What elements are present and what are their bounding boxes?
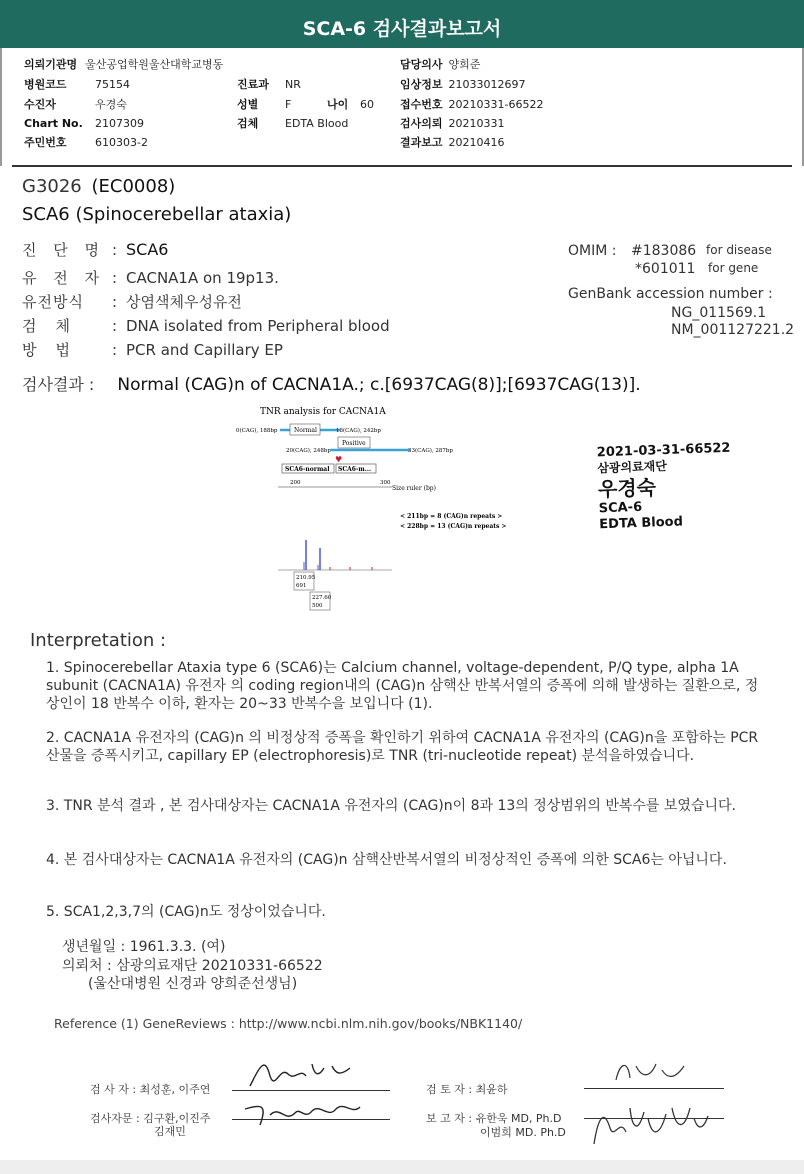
test-code-line	[22, 176, 175, 197]
peak1-height: 691	[296, 583, 307, 589]
detail-value: CACNA1A on 19p13.	[126, 269, 279, 287]
detail-diagnosis: 진 단 명 : SCA6	[22, 240, 169, 259]
stamp-line-5: EDTA Blood	[599, 513, 684, 532]
omim-gene-note: for gene	[708, 261, 759, 275]
hospital-code-label: 병원코드	[24, 78, 67, 91]
patient-value: 우경숙	[95, 98, 127, 111]
omim-disease-note: for disease	[706, 243, 772, 257]
resident-value: 610303-2	[95, 136, 148, 149]
normal-range-end: 18(CAG), 242bp	[336, 428, 381, 434]
repeat-note-2: < 228bp = 13 (CAG)n repeats >	[400, 523, 507, 530]
stamp-line-4: SCA-6	[598, 499, 643, 517]
omim-disease-id: #183086	[631, 243, 697, 259]
age-label: 나이	[327, 98, 349, 111]
patient-label: 수진자	[24, 98, 56, 111]
interpretation-p4: 4. 본 검사대상자는 CACNA1A 유전자의 (CAG)n 삼핵산반복서열의 비정상적인 증폭에 의한 SCA6는 아닙니다.	[46, 852, 727, 868]
positive-label: Positive	[342, 440, 366, 447]
peak2-size: 227.60	[312, 595, 332, 601]
genbank-id-2: NM_001127221.2	[671, 322, 795, 338]
stamp-line-1: 2021-03-31-66522	[596, 440, 731, 461]
examiner-names: 최성훈, 이주연	[139, 1083, 211, 1096]
chart-label: Chart No.	[24, 117, 83, 130]
result-text: Normal (CAG)n of CACNA1A.; c.[6937CAG(8)];[6937CAG(13)].	[117, 375, 641, 395]
marker-heart-icon: ♥	[335, 455, 343, 464]
detail-value: DNA isolated from Peripheral blood	[126, 317, 390, 335]
clinical-value: 21033012697	[448, 78, 526, 91]
note-birth: 생년월일 : 1961.3.3. (여)	[62, 939, 226, 955]
doctor-label: 담당의사	[400, 58, 443, 71]
clinical-label: 임상정보	[400, 78, 443, 91]
peak1-size: 210.95	[296, 575, 316, 581]
reviewer-name: 최윤하	[475, 1083, 508, 1096]
resident-label: 주민번호	[24, 136, 67, 149]
examiner-label-text: 검 사 자 :	[90, 1083, 140, 1096]
repeat-note-1: < 211bp = 8 (CAG)n repeats >	[400, 513, 503, 520]
reporter-name: 유한욱 MD, Ph.D	[475, 1112, 562, 1125]
detail-key: 방 법	[22, 341, 71, 359]
test-result	[22, 372, 641, 395]
receipt-label: 접수번호	[400, 98, 443, 111]
consultant-signature	[240, 1095, 370, 1135]
report-date-value: 20210416	[448, 136, 505, 149]
chart-value: 2107309	[95, 117, 144, 130]
omim-label: OMIM :	[568, 243, 617, 259]
examiner-label	[90, 1081, 210, 1097]
tick-300: 300	[380, 480, 391, 486]
peak2-height: 500	[312, 603, 323, 609]
specimen-value: EDTA Blood	[285, 117, 349, 130]
test-code-paren: (EC0008)	[91, 176, 176, 197]
note-referrer-2: (울산대병원 신경과 양희준선생님)	[88, 976, 298, 992]
lab-stamp	[597, 441, 734, 533]
dept-value: NR	[285, 78, 301, 91]
tnr-analysis-figure	[230, 400, 530, 615]
panel-normal-label: SCA6-normal	[285, 466, 330, 473]
report-title-bar	[0, 0, 804, 48]
reporter-signature	[586, 1088, 716, 1154]
positive-range-start: 20(CAG), 248bp	[286, 448, 331, 454]
interpretation-p3: 3. TNR 분석 결과 , 본 검사대상자는 CACNA1A 유전자의 (CAG)n이 8과 13의 정상범위의 반복수를 보였습니다.	[46, 798, 736, 814]
consultant-name-2: 김재민	[154, 1125, 186, 1138]
reporter-label-text: 보 고 자 :	[426, 1112, 476, 1125]
specimen-label: 검체	[237, 117, 259, 130]
interpretation-p1: 1. Spinocerebellar Ataxia type 6 (SCA6)는 Calcium channel, voltage-dependent, P/Q type, alpha 1A subunit (CACNA1A) 유전자 의 coding region내의 (CAG)n 삼핵산 반복서열의 증폭에 의해 발생하는 질환으로, 정상인이 18 반복수 이하, 환자는 20~33 반복수을 보입니다 (1).	[46, 660, 759, 712]
panel-mutant-label: SCA6-m...	[338, 466, 372, 473]
sex-label: 성별	[237, 98, 259, 111]
institution-label: 의뢰기관명	[24, 58, 78, 71]
detail-key: 검 체	[22, 317, 71, 335]
detail-value: SCA6	[126, 240, 169, 259]
request-value: 20210331	[448, 117, 505, 130]
tnr-title: TNR analysis for CACNA1A	[260, 407, 386, 417]
detail-key: 유전방식	[22, 293, 84, 311]
stamp-line-2: 삼광의료재단	[597, 458, 668, 475]
detail-inheritance: 유전방식 : 상염색체우성유전	[22, 293, 242, 311]
test-name: SCA6 (Spinocerebellar ataxia)	[22, 204, 292, 225]
examiner-signature	[240, 1046, 360, 1096]
report-title: SCA-6 검사결과보고서	[302, 18, 502, 40]
interpretation-title: Interpretation :	[30, 630, 167, 651]
tnr-plot-svg	[230, 400, 530, 615]
detail-key: 유 전 자	[22, 269, 106, 287]
reference-line: Reference (1) GeneReviews : http://www.ncbi.nlm.nih.gov/books/NBK1140/	[54, 1016, 523, 1031]
frame-left	[0, 48, 2, 166]
doctor-value: 양희준	[448, 58, 481, 71]
sex-value: F	[285, 98, 292, 111]
reviewer-label-text: 검 토 자 :	[426, 1083, 476, 1096]
reporter-name-2: 이범희 MD. Ph.D	[480, 1126, 566, 1139]
hospital-code-value: 75154	[95, 78, 130, 91]
consultant-label	[90, 1110, 210, 1126]
dept-label: 진료과	[237, 78, 269, 91]
consultant-names: 김구환,이진주	[143, 1112, 211, 1125]
genbank-label: GenBank accession number :	[568, 286, 773, 302]
ruler-label: Size ruler (bp)	[392, 485, 436, 492]
tick-200: 200	[290, 480, 301, 486]
age-value: 60	[360, 98, 374, 111]
detail-value: PCR and Capillary EP	[126, 341, 283, 359]
normal-range-start: 0(CAG), 188bp	[236, 428, 278, 434]
institution-value: 울산공업학원울산대학교병동	[85, 58, 224, 71]
detail-value: 상염색체우성유전	[126, 293, 242, 311]
result-label: 검사결과 :	[22, 375, 95, 394]
stamp-line-3: 우경숙	[597, 475, 657, 502]
interpretation-p5: 5. SCA1,2,3,7의 (CAG)n도 정상이었습니다.	[46, 904, 326, 920]
note-referrer: 의뢰처 : 삼광의료재단 20210331-66522	[62, 958, 323, 974]
genbank-id-1: NG_011569.1	[671, 305, 767, 321]
detail-specimen: 검 체 : DNA isolated from Peripheral blood	[22, 317, 390, 335]
detail-method: 방 법 : PCR and Capillary EP	[22, 341, 283, 359]
report-date-label: 결과보고	[400, 136, 443, 149]
positive-range-end: 33(CAG), 287bp	[408, 448, 453, 454]
normal-label: Normal	[294, 427, 317, 434]
page-footer-band	[0, 1160, 804, 1174]
detail-key: 진 단 명	[22, 241, 106, 259]
reviewer-label	[426, 1081, 507, 1097]
reviewer-signature	[606, 1052, 696, 1088]
request-label: 검사의뢰	[400, 117, 443, 130]
interpretation-p2: 2. CACNA1A 유전자의 (CAG)n 의 비정상적 증폭을 확인하기 위하여 CACNA1A 유전자의 (CAG)n을 포함하는 PCR 산물을 증폭시키고, capillary EP (electrophoresis)로 TNR (tri-nucleotide repeat) 분석을하였습니다.	[46, 730, 759, 764]
omim-gene-id: *601011	[635, 261, 696, 277]
detail-gene: 유 전 자 : CACNA1A on 19p13.	[22, 269, 279, 287]
info-divider	[12, 165, 792, 167]
test-code: G3026	[22, 176, 82, 197]
consultant-label-text: 검사자문 :	[90, 1112, 144, 1125]
receipt-value: 20210331-66522	[448, 98, 544, 111]
